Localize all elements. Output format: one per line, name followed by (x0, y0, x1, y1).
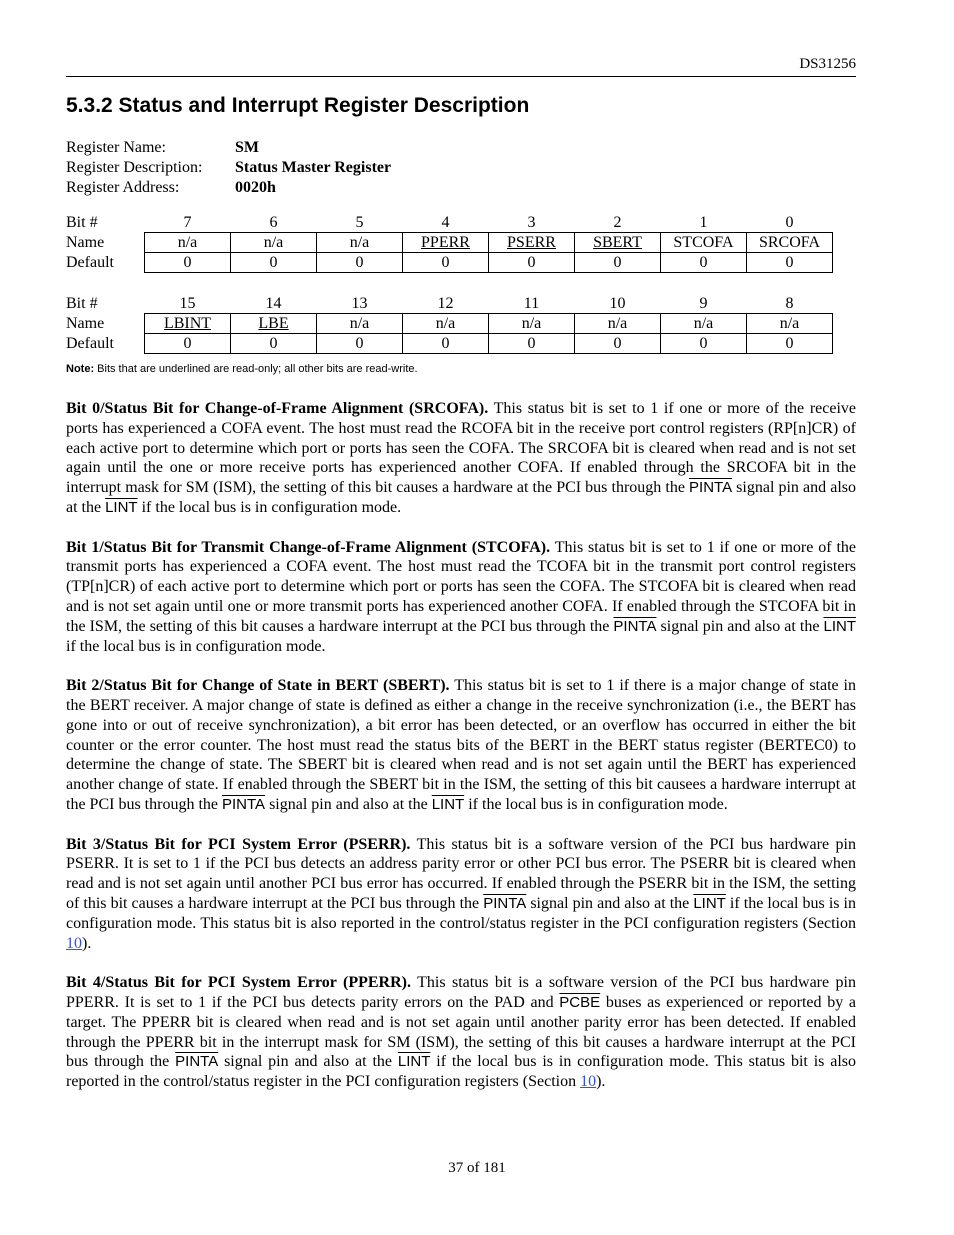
register-info (66, 138, 391, 198)
paragraph-text: This status bit is a software version of the PCI bus hardware pin PSERR. It is set to 1 if the PCI bus detects an address parity error or other PCI bus error. The PSERR bit is cleared when read and is not set again until another PCI bus error has occurred. If enabled through the PSERR bit in the ISM, the setting of this bit causes a hardware interrupt at the PCI bus through the (66, 835, 856, 912)
bit-number: 1 (699, 214, 708, 231)
signal-lint: LINT (105, 498, 138, 516)
register-desc-value: Status Master Register (235, 159, 392, 176)
bit-default: 0 (661, 334, 747, 354)
paragraph-pperr (66, 973, 856, 1092)
paragraph-text: signal pin and also at the (656, 617, 824, 635)
paragraph-text: if the local bus is in configuration mode. (66, 637, 326, 655)
note-label: Note: (66, 363, 95, 375)
signal-pinta: PINTA (689, 479, 733, 497)
bit-default: 0 (661, 253, 747, 273)
bit-name-readonly: PPERR (421, 234, 470, 251)
bit-name: n/a (231, 233, 317, 253)
paragraph-heading: Bit 4/Status Bit for PCI System Error (PPERR). (66, 974, 411, 992)
signal-pinta: PINTA (175, 1053, 219, 1071)
bit-default: 0 (231, 253, 317, 273)
bit-name: STCOFA (661, 233, 747, 253)
bit-number: 13 (351, 295, 368, 312)
bit-name: n/a (661, 314, 747, 334)
paragraph-srcofa (66, 399, 856, 518)
signal-pinta: PINTA (483, 894, 527, 912)
bit-name: n/a (317, 314, 403, 334)
bit-number: 15 (179, 295, 196, 312)
bit-number: 2 (613, 214, 622, 231)
paragraph-text: if the local bus is in configuration mode. (137, 498, 402, 516)
paragraph-heading: Bit 3/Status Bit for PCI System Error (PSERR). (66, 835, 411, 853)
paragraph-text: signal pin and also at the (265, 795, 432, 813)
paragraph-text: signal pin and also at the (66, 479, 856, 516)
body-text (66, 399, 856, 1112)
paragraph-text: This status bit is set to 1 if there is a major change of state in the BERT receiver. A major change of state is defined as either a change in the receive synchronization (i.e., the BERT has gone into or out of receive synchronization), a bit error has been detected, or an overflow has occurred in either the bit counter or the error counter. The host must read the status bits of the BERT in the BERT status register (BERTEC0) to determine the change of state. The SBERT bit is cleared when read and is not set again until the BERT has experienced another change of state. If enabled through the SBERT bit in the ISM, the setting of this bit causees a hardware interrupt at the PCI bus through the (66, 677, 857, 813)
paragraph-text: ). (596, 1073, 606, 1091)
bit-number: 4 (441, 214, 450, 231)
section-title: 5.3.2 Status and Interrupt Register Description (66, 94, 530, 117)
paragraph-text: signal pin and also at the (218, 1053, 398, 1071)
bit-name: n/a (145, 233, 231, 253)
bit-name-readonly: LBINT (163, 315, 212, 332)
paragraph-stcofa (66, 538, 856, 657)
bit-default: 0 (489, 334, 575, 354)
row-label-bit: Bit # (66, 214, 98, 232)
bit-table-high (66, 294, 833, 354)
bit-name-readonly: SBERT (593, 234, 642, 251)
bit-name: n/a (403, 314, 489, 334)
bit-name (231, 314, 317, 334)
bit-number: 7 (183, 214, 192, 231)
row-label-default: Default (66, 254, 114, 271)
signal-pcbe: PCBE (559, 993, 601, 1011)
signal-lint: LINT (693, 894, 726, 912)
bit-default: 0 (489, 253, 575, 273)
bit-default: 0 (747, 253, 833, 273)
bit-name: n/a (575, 314, 661, 334)
paragraph-text: if the local bus is in configuration mode. This status bit is also reported in the control/status register in the PCI configuration registers (Section (66, 894, 857, 932)
register-name-label: Register Name: (66, 139, 166, 156)
bit-name (145, 314, 231, 334)
bit-default: 0 (145, 334, 231, 354)
bit-number: 11 (523, 295, 540, 312)
bit-table-low (66, 213, 833, 273)
bit-number: 0 (785, 214, 794, 231)
signal-lint: LINT (823, 617, 856, 635)
bit-number: 14 (265, 295, 282, 312)
bit-name (575, 233, 661, 253)
bit-default: 0 (403, 334, 489, 354)
paragraph-heading: Bit 2/Status Bit for Change of State in BERT (SBERT). (66, 677, 450, 695)
bit-number: 12 (437, 295, 454, 312)
bit-default: 0 (145, 253, 231, 273)
bit-default: 0 (403, 253, 489, 273)
paragraph-pserr (66, 835, 856, 954)
paragraph-text: buses as experienced or reported by a target. The PPERR bit is cleared when read and is not set again until another parity error has been detected. If enabled through the PPERR bit in the interrupt mask for SM (ISM), the setting of this bit causes a hardware interrupt at the PCI bus through the (66, 993, 857, 1071)
page-number: 37 of 181 (448, 1160, 506, 1176)
register-desc-label: Register Description: (66, 159, 203, 176)
table-note (66, 363, 418, 375)
bit-default: 0 (575, 334, 661, 354)
paragraph-text: This status bit is set to 1 if one or more of the transmit ports has experienced a COFA event. The host must read the TCOFA bit in the transmit port control registers (TP[n]CR) of each active port to determine which port or ports has seen the COFA. The STCOFA bit is cleared when read and is not set again until one or more transmit ports has experienced another COFA. If enabled through the STCOFA bit in the ISM, the setting of this bit causes a hardware interrupt at the PCI bus through the (66, 538, 856, 635)
bit-number: 5 (355, 214, 364, 231)
bit-default: 0 (317, 253, 403, 273)
bit-name: SRCOFA (747, 233, 833, 253)
bit-default: 0 (575, 253, 661, 273)
paragraph-heading: Bit 1/Status Bit for Transmit Change-of-Frame Alignment (STCOFA). (66, 538, 551, 556)
bit-name-readonly: LBE (258, 315, 289, 332)
bit-name (403, 233, 489, 253)
bit-number: 6 (269, 214, 278, 231)
paragraph-heading: Bit 0/Status Bit for Change-of-Frame Alignment (SRCOFA). (66, 400, 489, 417)
signal-pinta: PINTA (222, 795, 266, 813)
row-label-bit: Bit # (66, 295, 98, 313)
register-name-value: SM (235, 139, 259, 156)
bit-number: 3 (527, 214, 536, 231)
register-addr-label: Register Address: (66, 179, 180, 196)
paragraph-sbert (66, 676, 856, 815)
bit-name: n/a (317, 233, 403, 253)
signal-lint: LINT (431, 795, 465, 813)
row-label-name: Name (66, 234, 105, 251)
page-header (66, 56, 856, 77)
bit-number: 9 (699, 295, 708, 312)
paragraph-text: signal pin and also at the (526, 894, 694, 912)
bit-default: 0 (231, 334, 317, 354)
bit-name (489, 233, 575, 253)
paragraph-text: This status bit is a software version of the PCI bus hardware pin PPERR. It is set to 1 if the PCI bus detects parity errors on the PAD and (66, 974, 856, 1011)
paragraph-text: This status bit is set to 1 if one or more of the receive ports has experienced a COFA event. The host must read the RCOFA bit in the receive port control registers (RP[n]CR) of each active port to determine which port or ports has seen the COFA. The SRCOFA bit is cleared when read and is not set again until the one or more receive ports has experienced another COFA. If enabled through the SRCOFA bit in the interrupt mask for SM (ISM), the setting of this bit causes a hardware at the PCI bus through the (66, 400, 857, 497)
bit-name: n/a (747, 314, 833, 334)
section-link[interactable]: 10 (580, 1073, 597, 1091)
note-text: Bits that are underlined are read-only; all other bits are read-write. (94, 363, 418, 375)
paragraph-text: ). (82, 934, 92, 952)
paragraph-text: if the local bus is in configuration mode. (464, 795, 728, 813)
bit-default: 0 (747, 334, 833, 354)
document-id: DS31256 (799, 56, 856, 72)
bit-number: 8 (785, 295, 794, 312)
register-addr-value: 0020h (235, 179, 276, 196)
bit-default: 0 (317, 334, 403, 354)
row-label-default: Default (66, 335, 114, 352)
signal-pinta: PINTA (613, 617, 657, 635)
row-label-name: Name (66, 315, 105, 332)
signal-lint: LINT (397, 1053, 431, 1071)
bit-name-readonly: PSERR (507, 234, 556, 251)
bit-number: 10 (609, 295, 626, 312)
section-link[interactable]: 10 (66, 934, 82, 952)
bit-name: n/a (489, 314, 575, 334)
paragraph-text: if the local bus is in configuration mode. This status bit is also reported in the control/status register in the PCI configuration registers (Section (66, 1053, 857, 1091)
